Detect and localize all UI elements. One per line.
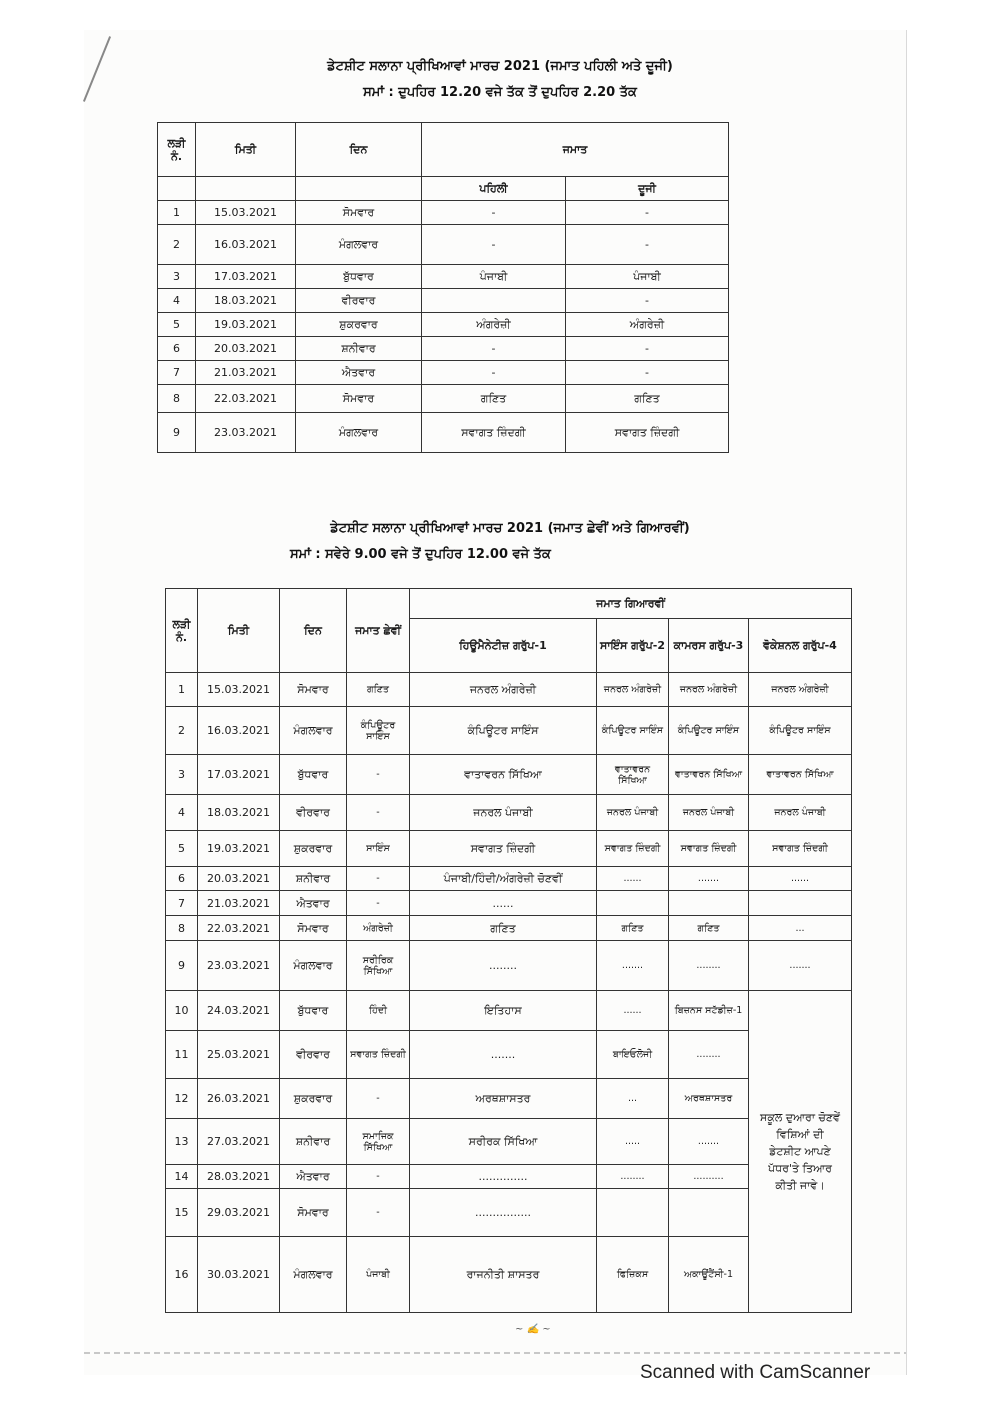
subject-science: ਗਣਿਤ (597, 916, 669, 941)
subject-humanities: ਸਰੀਰਕ ਸਿੱਖਿਆ (410, 1119, 597, 1165)
serial-number: 6 (158, 337, 196, 361)
subject-vocational: ਕੰਪਿਊਟਰ ਸਾਇੰਸ (749, 707, 852, 755)
exam-date: 21.03.2021 (198, 891, 280, 916)
subject-sixth: - (347, 1189, 410, 1237)
subject-second: ਸਵਾਗਤ ਜ਼ਿੰਦਗੀ (566, 413, 729, 453)
sheet2-time: ਸਮਾਂ : ਸਵੇਰੇ 9.00 ਵਜੇ ਤੋਂ ਦੁਪਹਿਰ 12.00 ਵਜੇ ਤੱਕ (290, 547, 551, 562)
exam-day: ਐਤਵਾਰ (296, 361, 422, 385)
serial-number: 11 (166, 1031, 198, 1079)
table-row (166, 831, 852, 867)
subject-science: ........ (597, 1165, 669, 1189)
table-row (158, 385, 729, 413)
subject-humanities: ਅਰਥਸ਼ਾਸਤਰ (410, 1079, 597, 1119)
exam-day: ਵੀਰਵਾਰ (296, 289, 422, 313)
exam-date: 16.03.2021 (196, 225, 296, 265)
subject-sixth: ਹਿੰਦੀ (347, 991, 410, 1031)
exam-date: 15.03.2021 (198, 673, 280, 707)
subject-vocational: ...... (749, 867, 852, 891)
subject-first (422, 289, 566, 313)
subject-humanities: ...... (410, 891, 597, 916)
subject-sixth: ਕੰਪਿਊਟਰ ਸਾਇੰਸ (347, 707, 410, 755)
serial-number: 13 (166, 1119, 198, 1165)
exam-date: 21.03.2021 (196, 361, 296, 385)
header-second: ਦੂਜੀ (566, 177, 729, 201)
signature: ~ ✍ ~ (515, 1324, 551, 1335)
subject-science: ਜਨਰਲ ਅੰਗਰੇਜ਼ੀ (597, 673, 669, 707)
table-row (166, 707, 852, 755)
subject-sixth: ਸਾਇੰਸ (347, 831, 410, 867)
exam-day: ਸੋਮਵਾਰ (296, 385, 422, 413)
exam-day: ਸੋਮਵਾਰ (280, 1189, 347, 1237)
subject-second: - (566, 337, 729, 361)
exam-day: ਸ਼ਨੀਵਾਰ (280, 1119, 347, 1165)
serial-number: 16 (166, 1237, 198, 1313)
subject-sixth: ਸਵਾਗਤ ਜ਼ਿੰਦਗੀ (347, 1031, 410, 1079)
exam-day: ਮੰਗਲਵਾਰ (280, 1237, 347, 1313)
header-sixth: ਜਮਾਤ ਛੇਵੀਂ (347, 589, 410, 673)
subject-science (597, 1189, 669, 1237)
exam-day: ਬੁੱਧਵਾਰ (296, 265, 422, 289)
exam-date: 24.03.2021 (198, 991, 280, 1031)
subject-humanities: ਵਾਤਾਵਰਨ ਸਿੱਖਿਆ (410, 755, 597, 795)
subject-science: ਫਿਜ਼ਿਕਸ (597, 1237, 669, 1313)
subject-science: ਜਨਰਲ ਪੰਜਾਬੀ (597, 795, 669, 831)
subject-commerce: ਅਰਥਸ਼ਾਸਤਰ (669, 1079, 749, 1119)
sheet1-time: ਸਮਾਂ : ਦੁਪਹਿਰ 12.20 ਵਜੇ ਤੱਕ ਤੋਂ ਦੁਪਹਿਰ 2.20 ਤੱਕ (363, 85, 637, 100)
sheet2-rows (166, 673, 852, 1313)
subject-science: ਸਵਾਗਤ ਜ਼ਿੰਦਗੀ (597, 831, 669, 867)
subject-second: - (566, 201, 729, 225)
subject-second: - (566, 289, 729, 313)
subject-science: ....... (597, 941, 669, 991)
subject-first: ਅੰਗਰੇਜ਼ੀ (422, 313, 566, 337)
table-row (166, 795, 852, 831)
subject-second: - (566, 361, 729, 385)
subject-first: ਗਣਿਤ (422, 385, 566, 413)
subject-vocational: ਜਨਰਲ ਅੰਗਰੇਜ਼ੀ (749, 673, 852, 707)
exam-date: 28.03.2021 (198, 1165, 280, 1189)
serial-number: 3 (166, 755, 198, 795)
serial-number: 1 (166, 673, 198, 707)
subject-sixth: - (347, 755, 410, 795)
subject-sixth: ਸਰੀਰਿਕ ਸਿੱਖਿਆ (347, 941, 410, 991)
serial-number: 5 (158, 313, 196, 337)
subject-commerce (669, 891, 749, 916)
exam-day: ਸੋਮਵਾਰ (296, 201, 422, 225)
subject-vocational (749, 891, 852, 916)
table-row (166, 941, 852, 991)
exam-day: ਬੁੱਧਵਾਰ (280, 755, 347, 795)
table-row (166, 916, 852, 941)
exam-day: ਐਤਵਾਰ (280, 1165, 347, 1189)
exam-day: ਮੰਗਲਵਾਰ (296, 225, 422, 265)
sheet1-table (157, 122, 729, 453)
subject-commerce: ....... (669, 1119, 749, 1165)
subject-commerce: ਕੰਪਿਊਟਰ ਸਾਇੰਸ (669, 707, 749, 755)
subject-commerce: ........ (669, 941, 749, 991)
subject-humanities: ........ (410, 941, 597, 991)
exam-day: ਮੰਗਲਵਾਰ (296, 413, 422, 453)
exam-day: ਮੰਗਲਵਾਰ (280, 707, 347, 755)
subject-second: ਗਣਿਤ (566, 385, 729, 413)
exam-day: ਵੀਰਵਾਰ (280, 1031, 347, 1079)
exam-date: 16.03.2021 (198, 707, 280, 755)
table-row (166, 755, 852, 795)
subject-sixth: - (347, 1165, 410, 1189)
header-day: ਦਿਨ (280, 589, 347, 673)
subject-commerce: ਅਕਾਊਂਟੈਂਸੀ-1 (669, 1237, 749, 1313)
table-row (158, 201, 729, 225)
exam-date: 20.03.2021 (196, 337, 296, 361)
subject-humanities: ................ (410, 1189, 597, 1237)
subject-second: ਅੰਗਰੇਜ਼ੀ (566, 313, 729, 337)
subject-sixth: - (347, 867, 410, 891)
table-row (166, 867, 852, 891)
subject-first: ਪੰਜਾਬੀ (422, 265, 566, 289)
exam-date: 19.03.2021 (196, 313, 296, 337)
subject-first: ਸਵਾਗਤ ਜ਼ਿੰਦਗੀ (422, 413, 566, 453)
subject-commerce: ਸਵਾਗਤ ਜ਼ਿੰਦਗੀ (669, 831, 749, 867)
subject-sixth: - (347, 795, 410, 831)
blank-cell (196, 177, 296, 201)
serial-number: 2 (158, 225, 196, 265)
serial-number: 4 (166, 795, 198, 831)
table-row (166, 991, 852, 1031)
subject-vocational: ....... (749, 941, 852, 991)
subject-sixth: - (347, 891, 410, 916)
table-row (158, 225, 729, 265)
serial-number: 9 (166, 941, 198, 991)
blank-cell (296, 177, 422, 201)
subject-science: ...... (597, 991, 669, 1031)
serial-number: 9 (158, 413, 196, 453)
serial-number: 6 (166, 867, 198, 891)
subject-commerce: ਬਿਜ਼ਨਸ ਸਟੱਡੀਜ਼-1 (669, 991, 749, 1031)
subject-science: ਵਾਤਾਵਰਨ ਸਿੱਖਿਆ (597, 755, 669, 795)
serial-number: 12 (166, 1079, 198, 1119)
scanner-watermark: Scanned with CamScanner (640, 1362, 871, 1383)
subject-second: ਪੰਜਾਬੀ (566, 265, 729, 289)
serial-number: 7 (166, 891, 198, 916)
exam-day: ਸ਼ਨੀਵਾਰ (280, 867, 347, 891)
subject-first: - (422, 201, 566, 225)
subject-commerce (669, 1189, 749, 1237)
table-row (158, 265, 729, 289)
exam-date: 26.03.2021 (198, 1079, 280, 1119)
exam-date: 30.03.2021 (198, 1237, 280, 1313)
subject-humanities: ....... (410, 1031, 597, 1079)
subject-vocational: ਵਾਤਾਵਰਨ ਸਿੱਖਿਆ (749, 755, 852, 795)
subject-second: - (566, 225, 729, 265)
scan-noise-line (84, 1352, 906, 1354)
subject-sixth: - (347, 1079, 410, 1119)
subject-sixth: ਪੰਜਾਬੀ (347, 1237, 410, 1313)
blank-cell (158, 177, 196, 201)
exam-day: ਬੁੱਧਵਾਰ (280, 991, 347, 1031)
exam-day: ਸ਼ੁਕਰਵਾਰ (296, 313, 422, 337)
vocational-note: ਸਕੂਲ ਦੁਆਰਾ ਚੋਣਵੇਂ ਵਿਸ਼ਿਆਂ ਦੀ ਡੇਟਸ਼ੀਟ ਆਪਣੇ ਪੱਧਰ'ਤੇ ਤਿਆਰ ਕੀਤੀ ਜਾਵੇ। (749, 991, 852, 1313)
subject-humanities: ਜਨਰਲ ਅੰਗਰੇਜ਼ੀ (410, 673, 597, 707)
exam-date: 29.03.2021 (198, 1189, 280, 1237)
subject-humanities: ਪੰਜਾਬੀ/ਹਿੰਦੀ/ਅੰਗਰੇਜ਼ੀ ਚੋਣਵੀਂ (410, 867, 597, 891)
subject-sixth: ਅੰਗਰੇਜ਼ੀ (347, 916, 410, 941)
subject-vocational: ਜਨਰਲ ਪੰਜਾਬੀ (749, 795, 852, 831)
subject-commerce: ਜਨਰਲ ਅੰਗਰੇਜ਼ੀ (669, 673, 749, 707)
exam-day: ਐਤਵਾਰ (280, 891, 347, 916)
exam-day: ਸ਼ਨੀਵਾਰ (296, 337, 422, 361)
subject-science (597, 891, 669, 916)
sheet2-title: ਡੇਟਸ਼ੀਟ ਸਲਾਨਾ ਪ੍ਰੀਖਿਆਵਾਂ ਮਾਰਚ 2021 (ਜਮਾਤ ਛੇਵੀਂ ਅਤੇ ਗਿਆਰਵੀਂ) (330, 521, 690, 536)
subject-science: ਬਾਇਓਲੋਜੀ (597, 1031, 669, 1079)
subject-commerce: ਗਣਿਤ (669, 916, 749, 941)
exam-date: 27.03.2021 (198, 1119, 280, 1165)
subject-commerce: ਜਨਰਲ ਪੰਜਾਬੀ (669, 795, 749, 831)
subject-first: - (422, 361, 566, 385)
serial-number: 14 (166, 1165, 198, 1189)
exam-date: 15.03.2021 (196, 201, 296, 225)
subject-vocational: ... (749, 916, 852, 941)
header-group1: ਹਿਊਮੈਨੇਟੀਜ਼ ਗਰੁੱਪ-1 (410, 619, 597, 673)
serial-number: 1 (158, 201, 196, 225)
exam-day: ਸੋਮਵਾਰ (280, 916, 347, 941)
table-row (158, 337, 729, 361)
sheet2-table (165, 588, 852, 1313)
sheet1-rows (158, 201, 729, 453)
header-first: ਪਹਿਲੀ (422, 177, 566, 201)
header-sno: ਲੜੀ ਨੰ. (166, 589, 198, 673)
exam-day: ਵੀਰਵਾਰ (280, 795, 347, 831)
header-group4: ਵੋਕੇਸ਼ਨਲ ਗਰੁੱਪ-4 (749, 619, 852, 673)
table-row (166, 673, 852, 707)
subject-humanities: ਰਾਜਨੀਤੀ ਸ਼ਾਸਤਰ (410, 1237, 597, 1313)
serial-number: 8 (158, 385, 196, 413)
subject-humanities: ਕੰਪਿਊਟਰ ਸਾਇੰਸ (410, 707, 597, 755)
exam-date: 17.03.2021 (198, 755, 280, 795)
subject-sixth: ਗਣਿਤ (347, 673, 410, 707)
serial-number: 5 (166, 831, 198, 867)
exam-date: 22.03.2021 (196, 385, 296, 413)
exam-day: ਸ਼ੁਕਰਵਾਰ (280, 1079, 347, 1119)
exam-date: 22.03.2021 (198, 916, 280, 941)
subject-commerce: ....... (669, 867, 749, 891)
header-date: ਮਿਤੀ (196, 123, 296, 177)
serial-number: 3 (158, 265, 196, 289)
exam-date: 17.03.2021 (196, 265, 296, 289)
serial-number: 4 (158, 289, 196, 313)
serial-number: 7 (158, 361, 196, 385)
subject-science: ...... (597, 867, 669, 891)
serial-number: 10 (166, 991, 198, 1031)
header-sno: ਲੜੀ ਨੰ. (158, 123, 196, 177)
exam-date: 18.03.2021 (196, 289, 296, 313)
subject-commerce: .......... (669, 1165, 749, 1189)
header-group3: ਕਾਮਰਸ ਗਰੁੱਪ-3 (669, 619, 749, 673)
subject-science: ... (597, 1079, 669, 1119)
subject-vocational: ਸਵਾਗਤ ਜ਼ਿੰਦਗੀ (749, 831, 852, 867)
exam-date: 23.03.2021 (198, 941, 280, 991)
subject-humanities: ਜਨਰਲ ਪੰਜਾਬੀ (410, 795, 597, 831)
subject-first: - (422, 337, 566, 361)
table-row (158, 313, 729, 337)
serial-number: 8 (166, 916, 198, 941)
table-row (158, 289, 729, 313)
exam-date: 19.03.2021 (198, 831, 280, 867)
exam-date: 23.03.2021 (196, 413, 296, 453)
subject-sixth: ਸਮਾਜਿਕ ਸਿੱਖਿਆ (347, 1119, 410, 1165)
serial-number: 2 (166, 707, 198, 755)
sheet1-title: ਡੇਟਸ਼ੀਟ ਸਲਾਨਾ ਪ੍ਰੀਖਿਆਵਾਂ ਮਾਰਚ 2021 (ਜਮਾਤ ਪਹਿਲੀ ਅਤੇ ਦੂਜੀ) (327, 59, 673, 74)
subject-science: ਕੰਪਿਊਟਰ ਸਾਇੰਸ (597, 707, 669, 755)
subject-humanities: ਗਣਿਤ (410, 916, 597, 941)
table-row (166, 891, 852, 916)
header-eleventh: ਜਮਾਤ ਗਿਆਰਵੀਂ (410, 589, 852, 619)
subject-science: ..... (597, 1119, 669, 1165)
header-class: ਜਮਾਤ (422, 123, 729, 177)
exam-day: ਮੰਗਲਵਾਰ (280, 941, 347, 991)
table-row (158, 361, 729, 385)
subject-humanities: .............. (410, 1165, 597, 1189)
table-row (158, 413, 729, 453)
header-group2: ਸਾਇੰਸ ਗਰੁੱਪ-2 (597, 619, 669, 673)
subject-first: - (422, 225, 566, 265)
subject-humanities: ਸਵਾਗਤ ਜ਼ਿੰਦਗੀ (410, 831, 597, 867)
exam-date: 25.03.2021 (198, 1031, 280, 1079)
exam-date: 20.03.2021 (198, 867, 280, 891)
exam-day: ਸੋਮਵਾਰ (280, 673, 347, 707)
exam-day: ਸ਼ੁਕਰਵਾਰ (280, 831, 347, 867)
header-date: ਮਿਤੀ (198, 589, 280, 673)
serial-number: 15 (166, 1189, 198, 1237)
header-day: ਦਿਨ (296, 123, 422, 177)
subject-humanities: ਇਤਿਹਾਸ (410, 991, 597, 1031)
subject-commerce: ਵਾਤਾਵਰਨ ਸਿੱਖਿਆ (669, 755, 749, 795)
subject-commerce: ........ (669, 1031, 749, 1079)
exam-date: 18.03.2021 (198, 795, 280, 831)
